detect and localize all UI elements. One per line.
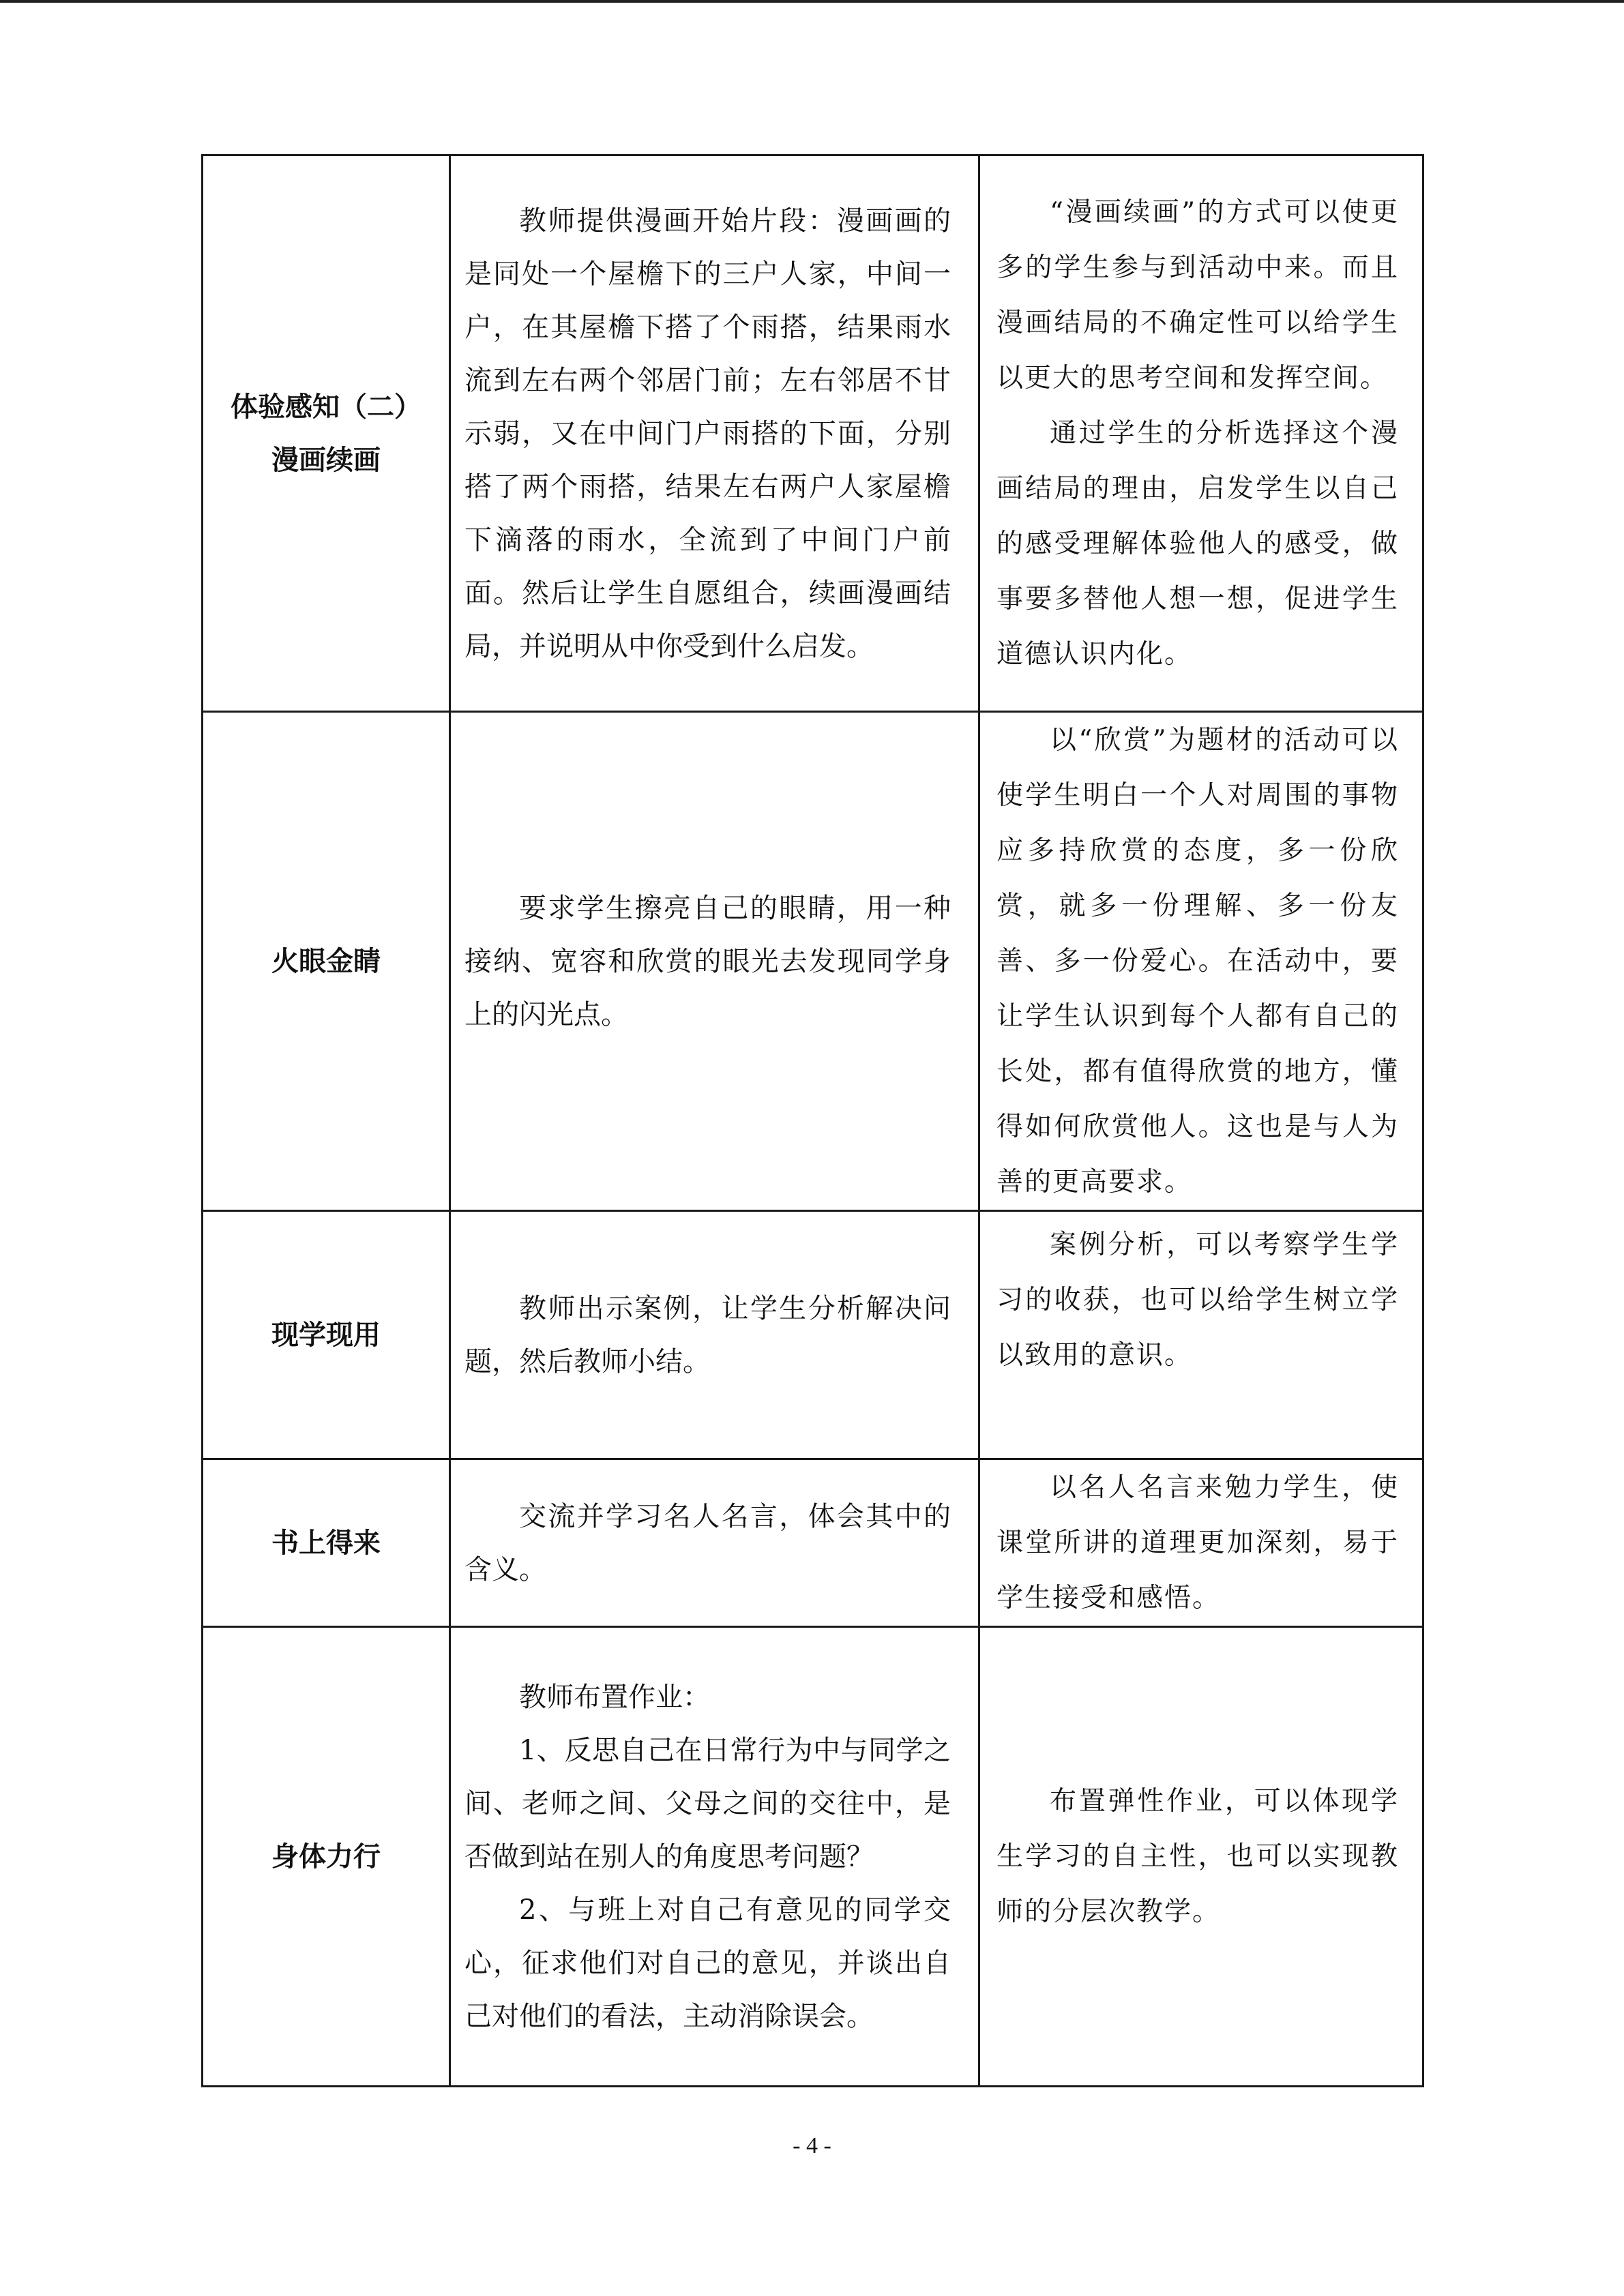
stage-title: 火眼金睛 — [271, 945, 381, 977]
lesson-plan-table — [201, 154, 1424, 2087]
activity-cell — [450, 712, 979, 1211]
table-row — [203, 712, 1423, 1211]
table-row — [203, 155, 1423, 712]
stage-cell — [203, 1211, 450, 1459]
stage-cell — [203, 712, 450, 1211]
purpose-cell — [979, 155, 1423, 712]
stage-cell — [203, 1459, 450, 1627]
table-row — [203, 1459, 1423, 1627]
activity-cell — [450, 1627, 979, 2087]
purpose-cell — [979, 1459, 1423, 1627]
purpose-paragraph: 以“欣赏”为题材的活动可以使学生明白一个人对周围的事物应多持欣赏的态度，多一份欣赏，就多一份理解、多一份友善、多一份爱心。在活动中，要让学生认识到每个人都有自己的长处，都有值得欣赏的地方，懂得如何欣赏他人。这也是与人为善的更高要求。 — [996, 725, 1399, 1197]
purpose-paragraph: 布置弹性作业，可以体现学生学习的自主性，也可以实现教师的分层次教学。 — [996, 1786, 1399, 1927]
stage-subtitle: 漫画续画 — [271, 444, 381, 476]
activity-paragraph: 1、反思自己在日常行为中与同学之间、老师之间、父母之间的交往中，是否做到站在别人的角度思考问题？ — [464, 1734, 951, 1873]
stage-title: 身体力行 — [271, 1840, 381, 1873]
activity-cell — [450, 1211, 979, 1459]
activity-cell — [450, 1459, 979, 1627]
stage-title: 书上得来 — [271, 1527, 381, 1559]
activity-paragraph: 要求学生擦亮自己的眼睛，用一种接纳、宽容和欣赏的眼光去发现同学身上的闪光点。 — [464, 892, 951, 1030]
table-row — [203, 1627, 1423, 2087]
table-row — [203, 1211, 1423, 1459]
activity-paragraph: 2、与班上对自己有意见的同学交心，征求他们对自己的意见，并谈出自己对他们的看法，主动消除误会。 — [464, 1894, 951, 2032]
stage-cell — [203, 1627, 450, 2087]
activity-cell — [450, 155, 979, 712]
purpose-paragraph: 案例分析，可以考察学生学习的收获，也可以给学生树立学以致用的意识。 — [996, 1229, 1399, 1371]
top-border-line — [0, 0, 1624, 3]
activity-paragraph: 教师出示案例，让学生分析解决问题，然后教师小结。 — [464, 1292, 951, 1377]
purpose-paragraph: 以名人名言来勉力学生，使课堂所讲的道理更加深刻，易于学生接受和感悟。 — [996, 1472, 1399, 1613]
stage-title: 现学现用 — [271, 1319, 381, 1351]
activity-paragraph: 交流并学习名人名言，体会其中的含义。 — [464, 1500, 951, 1585]
activity-paragraph: 教师布置作业： — [519, 1681, 710, 1713]
stage-title: 体验感知（二） — [231, 391, 422, 423]
purpose-cell — [979, 712, 1423, 1211]
page-number: - 4 - — [793, 2133, 831, 2158]
purpose-cell — [979, 1211, 1423, 1459]
purpose-cell — [979, 1627, 1423, 2087]
purpose-paragraph: 通过学生的分析选择这个漫画结局的理由，启发学生以自己的感受理解体验他人的感受，做事要多替他人想一想，促进学生道德认识内化。 — [996, 418, 1399, 670]
activity-paragraph: 教师提供漫画开始片段：漫画画的是同处一个屋檐下的三户人家，中间一户，在其屋檐下搭了个雨搭，结果雨水流到左右两个邻居门前；左右邻居不甘示弱，又在中间门户雨搭的下面，分别搭了两个雨搭，结果左右两户人家屋檐下滴落的雨水，全流到了中间门户前面。然后让学生自愿组合，续画漫画结局，并说明从中你受到什么启发。 — [464, 205, 951, 662]
stage-cell — [203, 155, 450, 712]
purpose-paragraph: “漫画续画”的方式可以使更多的学生参与到活动中来。而且漫画结局的不确定性可以给学生以更大的思考空间和发挥空间。 — [996, 197, 1399, 393]
